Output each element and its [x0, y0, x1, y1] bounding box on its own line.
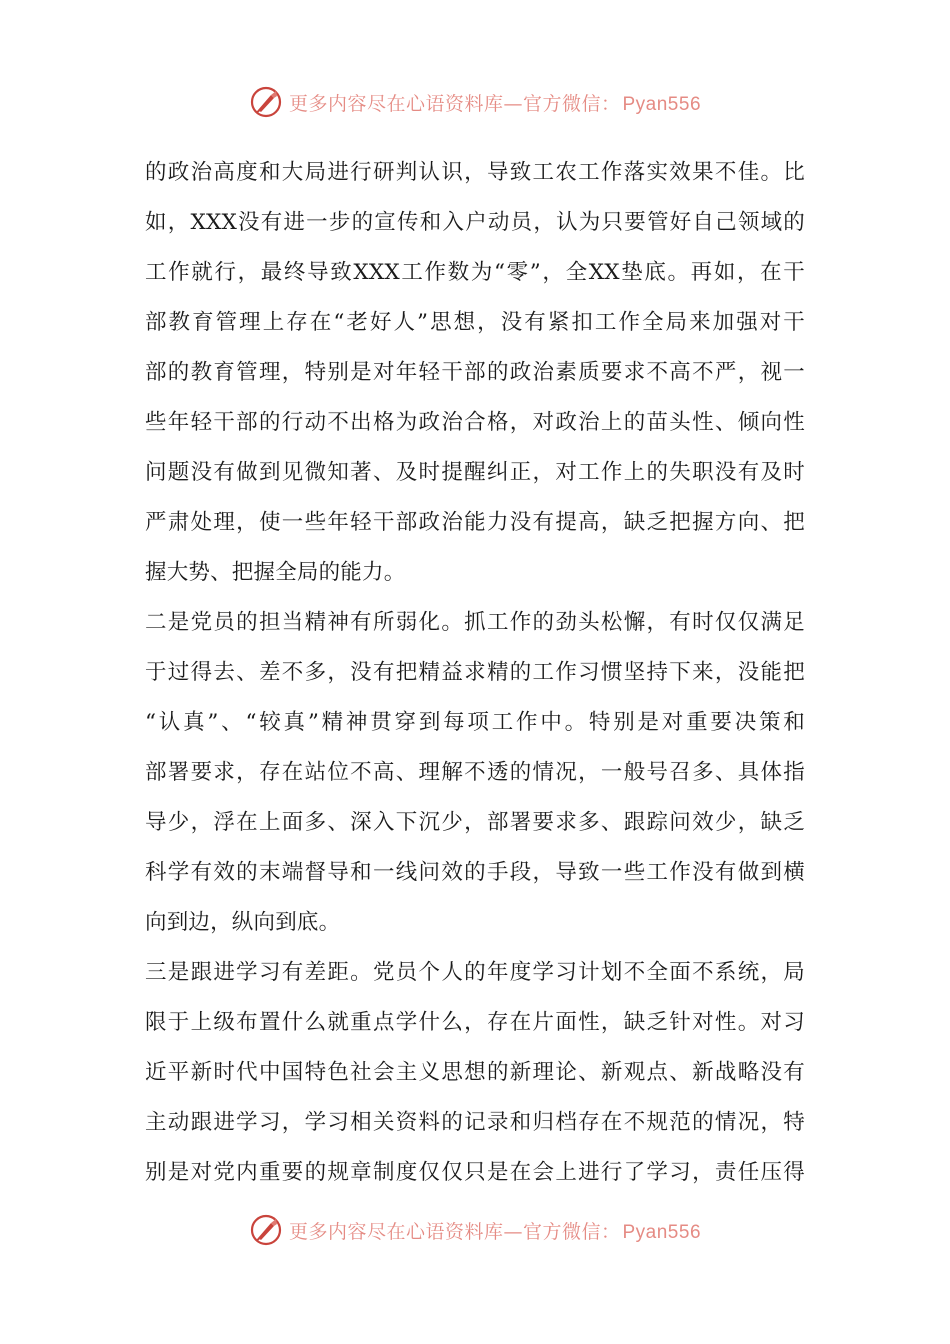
text-line: 于过得去、差不多，没有把精益求精的工作习惯坚持下来，没能把 — [145, 660, 805, 685]
wechat-id: Pyan556 — [622, 93, 702, 115]
document-body — [145, 148, 805, 1198]
watermark-banner-bottom — [0, 1210, 950, 1250]
text-line: 严肃处理，使一些年轻干部政治能力没有提高，缺乏把握方向、把 — [145, 510, 805, 535]
text-line: 部署要求，存在站位不高、理解不透的情况，一般号召多、具体指 — [145, 760, 805, 785]
text-line: 工作就行，最终导致XXX工作数为“零”，全XX垫底。再如，在干 — [145, 260, 805, 285]
watermark-text — [289, 1217, 701, 1244]
text-line: 部教育管理上存在“老好人”思想，没有紧扣工作全局来加强对干 — [145, 310, 805, 335]
watermark-text — [289, 89, 701, 116]
quill-logo-icon — [249, 1213, 283, 1247]
text-line: 问题没有做到见微知著、及时提醒纠正，对工作上的失职没有及时 — [145, 460, 805, 485]
paragraph-heading-line: 三是跟进学习有差距。党员个人的年度学习计划不全面不系统，局 — [145, 960, 805, 985]
text-line: 部的教育管理，特别是对年轻干部的政治素质要求不高不严，视一 — [145, 360, 805, 385]
text-line: 的政治高度和大局进行研判认识，导致工农工作落实效果不佳。比 — [145, 160, 805, 185]
text-line: 科学有效的末端督导和一线问效的手段，导致一些工作没有做到横 — [145, 860, 805, 885]
paragraph-end-line: 握大势、把握全局的能力。 — [145, 560, 406, 585]
text-line: “认真”、“较真”精神贯穿到每项工作中。特别是对重要决策和 — [145, 710, 805, 735]
text-line: 些年轻干部的行动不出格为政治合格，对政治上的苗头性、倾向性 — [145, 410, 805, 435]
text-line: 限于上级布置什么就重点学什么，存在片面性，缺乏针对性。对习 — [145, 1010, 805, 1035]
text-line: 如，XXX没有进一步的宣传和入户动员，认为只要管好自己领域的 — [145, 210, 805, 235]
paragraph-heading-line: 二是党员的担当精神有所弱化。抓工作的劲头松懈，有时仅仅满足 — [145, 610, 805, 635]
watermark-banner-top — [0, 82, 950, 122]
quill-logo-icon — [249, 85, 283, 119]
watermark-label: 更多内容尽在心语资料库—官方微信： — [288, 1220, 621, 1243]
watermark-label: 更多内容尽在心语资料库—官方微信： — [288, 92, 621, 115]
text-line: 别是对党内重要的规章制度仅仅只是在会上进行了学习，责任压得 — [145, 1160, 805, 1185]
text-line: 导少，浮在上面多、深入下沉少，部署要求多、跟踪问效少，缺乏 — [145, 810, 805, 835]
wechat-id: Pyan556 — [622, 1221, 702, 1243]
paragraph-end-line: 向到边，纵向到底。 — [145, 910, 341, 935]
text-line: 近平新时代中国特色社会主义思想的新理论、新观点、新战略没有 — [145, 1060, 805, 1085]
text-line: 主动跟进学习，学习相关资料的记录和归档存在不规范的情况，特 — [145, 1110, 805, 1135]
